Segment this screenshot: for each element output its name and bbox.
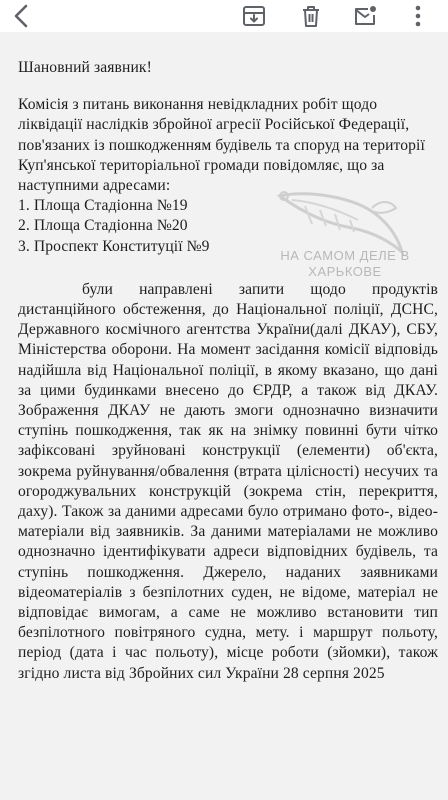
watermark	[250, 186, 440, 306]
watermark-line-2: ХАРЬКОВЕ	[308, 264, 382, 279]
message-body	[18, 58, 438, 684]
trash-icon	[297, 2, 325, 30]
more-vert-icon	[404, 2, 432, 30]
more-options-button[interactable]	[404, 2, 432, 30]
address-item: 2. Площа Стадіонна №20	[18, 217, 188, 235]
mark-unread-icon	[351, 2, 379, 30]
back-arrow-icon	[8, 2, 36, 30]
watermark-text	[250, 248, 440, 280]
archive-icon	[240, 2, 268, 30]
archive-button[interactable]	[240, 2, 268, 30]
address-item: 1. Площа Стадіонна №19	[18, 197, 188, 215]
back-button[interactable]	[8, 2, 36, 30]
top-app-bar	[0, 0, 448, 32]
address-item: 3. Проспект Конституції №9	[18, 237, 210, 255]
mark-unread-button[interactable]	[351, 2, 379, 30]
greeting: Шановний заявник!	[18, 59, 152, 76]
watermark-line-1: НА САМОМ ДЕЛЕ В	[280, 248, 410, 263]
main-paragraph: були направлені запити щодо продуктів дистанційного обстеження, до Національної поліції, ДСНС, Державного космічного агентства України(далі ДКАУ), СБУ, Міністерства оборони. На момент засідання комісії відповідь надійшла від Національної поліції, в якому вказано, що дані за цими будинками внесено до ЄРДР, а також від ДКАУ. Зображення ДКАУ не дають змоги однозначно визначити ступінь пошкодження, так як на знімку повинні бути чітко зафіксовані зруйновані конструкції (елементи) об'єкта, зокрема руйнування/обвалення (втрата цілісності) несучих та огороджувальних конструкцій (зокрема стін, перекриття, даху). Також за даними адресами було отримано фото-, відео- матеріали від заявників. За даними матеріалами не можливо однозначно ідентифікувати адреси відповідних будівель, та ступінь пошкодження. Джерело, наданих заявниками відеоматеріалів з безпілотних суден, не відоме, матеріал не відповідає вимогам, а саме не можливо встановити тип безпілотного повітряного судна, мету. і маршрут польоту, період (дата і час польоту), місце роботи (зйомки), також згідно листа від Збройних сил України 28 серпня 2025	[18, 280, 438, 682]
delete-button[interactable]	[297, 2, 325, 30]
intro-paragraph: Комісія з питань виконання невідкладних робіт щодо ліквідації наслідків збройної агресії Російської Федерації, пов'язаних із пошкодженням будівель та споруд на території Куп'янської територіальної громади повідомляє, що за наступними адресами:	[18, 96, 425, 195]
